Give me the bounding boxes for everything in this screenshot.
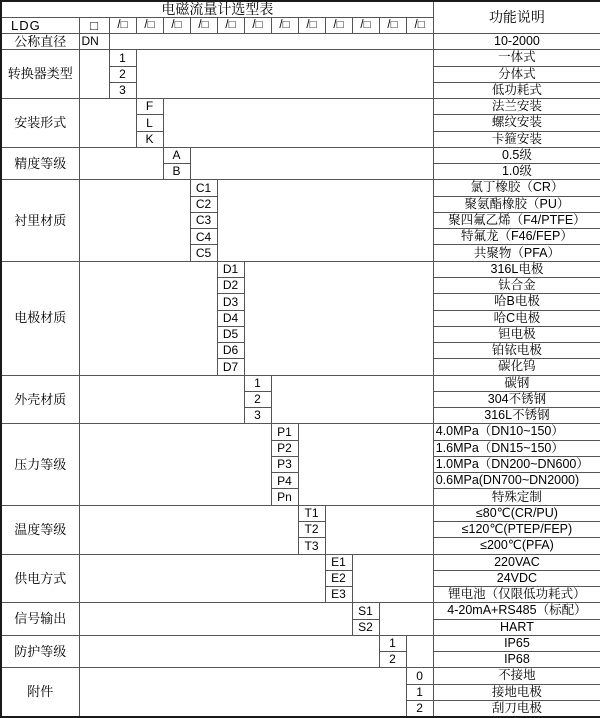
value-cell: 4.0MPa（DN10~150） [433, 424, 600, 440]
code-cell: E3 [325, 587, 352, 603]
value-cell: 0.5级 [433, 147, 600, 163]
code-cell: D3 [217, 294, 244, 310]
code-cell: E2 [325, 570, 352, 586]
function-column-header: 功能说明 [433, 1, 600, 34]
value-cell: 220VAC [433, 554, 600, 570]
table-title: 电磁流量计选型表 [1, 1, 433, 17]
empty-cell [271, 375, 433, 424]
code-cell: 3 [244, 408, 271, 424]
value-cell: 分体式 [433, 66, 600, 82]
label-liner-material: 衬里材质 [1, 180, 79, 261]
value-cell: 钛合金 [433, 278, 600, 294]
value-cell: 哈C电极 [433, 310, 600, 326]
empty-cell [79, 424, 271, 505]
value-cell: 卡箍安装 [433, 131, 600, 147]
empty-cell [352, 554, 433, 603]
label-power-supply: 供电方式 [1, 554, 79, 603]
empty-cell [217, 180, 433, 261]
code-cell: T1 [298, 505, 325, 521]
value-cell: 聚四氟乙烯（F4/PTFE） [433, 212, 600, 228]
code-cell: 1 [406, 684, 433, 700]
code-cell: 3 [109, 82, 136, 98]
value-cell: 1.0MPa（DN200~DN600） [433, 456, 600, 472]
empty-cell [109, 34, 433, 50]
code-cell: B [163, 164, 190, 180]
value-cell: 共聚物（PFA） [433, 245, 600, 261]
code-cell: D2 [217, 278, 244, 294]
value-cell: 4-20mA+RS485（标配） [433, 603, 600, 619]
value-cell: 法兰安装 [433, 99, 600, 115]
empty-cell [379, 603, 433, 636]
empty-cell [406, 635, 433, 668]
label-installation-type: 安装形式 [1, 99, 79, 148]
value-cell: 钽电极 [433, 326, 600, 342]
code-slot: /□ [136, 17, 163, 33]
label-pressure-rating: 压力等级 [1, 424, 79, 505]
code-cell: P1 [271, 424, 298, 440]
code-cell: S2 [352, 619, 379, 635]
empty-cell [79, 505, 298, 554]
code-slot: /□ [163, 17, 190, 33]
base-code-box: □ [79, 17, 109, 33]
value-cell: 10-2000 [433, 34, 600, 50]
code-cell: 2 [244, 391, 271, 407]
code-cell: 0 [406, 668, 433, 684]
label-nominal-diameter: 公称直径 [1, 34, 79, 50]
value-cell: 铂铱电极 [433, 343, 600, 359]
value-cell: 不接地 [433, 668, 600, 684]
code-cell: P2 [271, 440, 298, 456]
value-cell: 316L电极 [433, 261, 600, 277]
label-electrode-material: 电极材质 [1, 261, 79, 375]
label-signal-output: 信号输出 [1, 603, 79, 636]
value-cell: IP65 [433, 635, 600, 651]
value-cell: 接地电极 [433, 684, 600, 700]
code-cell: C1 [190, 180, 217, 196]
value-cell: 0.6MPa(DN700~DN2000) [433, 473, 600, 489]
code-cell: 1 [109, 50, 136, 66]
code-cell: L [136, 115, 163, 131]
code-cell: C2 [190, 196, 217, 212]
empty-cell [79, 261, 217, 375]
code-cell: C3 [190, 212, 217, 228]
code-cell: 2 [379, 652, 406, 668]
code-slot: /□ [406, 17, 433, 33]
code-slot: /□ [298, 17, 325, 33]
empty-cell [190, 147, 433, 180]
empty-cell [79, 147, 163, 180]
code-slot: /□ [271, 17, 298, 33]
code-cell: D6 [217, 343, 244, 359]
code-cell: T3 [298, 538, 325, 554]
value-cell: 哈B电极 [433, 294, 600, 310]
label-temperature-rating: 温度等级 [1, 505, 79, 554]
value-cell: 碳钢 [433, 375, 600, 391]
value-cell: ≤80℃(CR/PU) [433, 505, 600, 521]
value-cell: 1.6MPa（DN15~150） [433, 440, 600, 456]
value-cell: 碳化钨 [433, 359, 600, 375]
label-accessories: 附件 [1, 668, 79, 717]
code-cell: D1 [217, 261, 244, 277]
empty-cell [79, 375, 244, 424]
label-converter-type: 转换器类型 [1, 50, 79, 99]
code-cell: D7 [217, 359, 244, 375]
code-slot: /□ [109, 17, 136, 33]
value-cell: 氯丁橡胶（CR） [433, 180, 600, 196]
empty-cell [79, 668, 406, 717]
code-cell: 2 [109, 66, 136, 82]
code-cell: K [136, 131, 163, 147]
code-cell: E1 [325, 554, 352, 570]
value-cell: 螺纹安装 [433, 115, 600, 131]
empty-cell [79, 554, 325, 603]
empty-cell [298, 424, 433, 505]
label-protection-rating: 防护等级 [1, 635, 79, 668]
code-slot: /□ [244, 17, 271, 33]
value-cell: 低功耗式 [433, 82, 600, 98]
value-cell: 1.0级 [433, 164, 600, 180]
value-cell: 一体式 [433, 50, 600, 66]
empty-cell [163, 99, 433, 148]
label-housing-material: 外壳材质 [1, 375, 79, 424]
code-cell: D4 [217, 310, 244, 326]
value-cell: 24VDC [433, 570, 600, 586]
empty-cell [244, 261, 433, 375]
code-cell: F [136, 99, 163, 115]
code-slot: /□ [379, 17, 406, 33]
empty-cell [79, 99, 136, 148]
value-cell: ≤200℃(PFA) [433, 538, 600, 554]
empty-cell [79, 635, 379, 668]
code-cell: 1 [244, 375, 271, 391]
empty-cell [325, 505, 433, 554]
empty-cell [136, 50, 433, 99]
code-cell: S1 [352, 603, 379, 619]
code-cell: P3 [271, 456, 298, 472]
code-cell: A [163, 147, 190, 163]
code-cell: D5 [217, 326, 244, 342]
code-cell: T2 [298, 522, 325, 538]
value-cell: 刮刀电极 [433, 700, 600, 716]
value-cell: 316L不锈钢 [433, 408, 600, 424]
code-cell: 2 [406, 700, 433, 716]
empty-cell [79, 603, 352, 636]
label-accuracy-class: 精度等级 [1, 147, 79, 180]
code-slot: /□ [217, 17, 244, 33]
code-slot: /□ [325, 17, 352, 33]
code-cell: Pn [271, 489, 298, 505]
model-prefix: LDG [1, 17, 79, 33]
code-cell: P4 [271, 473, 298, 489]
code-slot: /□ [190, 17, 217, 33]
value-cell: 锂电池（仅限低功耗式） [433, 587, 600, 603]
value-cell: 304不锈钢 [433, 391, 600, 407]
value-cell: 特殊定制 [433, 489, 600, 505]
code-cell: 1 [379, 635, 406, 651]
value-cell: IP68 [433, 652, 600, 668]
code-slot: /□ [352, 17, 379, 33]
value-cell: 特氟龙（F46/FEP） [433, 229, 600, 245]
value-cell: HART [433, 619, 600, 635]
code-cell: C5 [190, 245, 217, 261]
value-cell: ≤120℃(PTEP/FEP) [433, 522, 600, 538]
empty-cell [79, 180, 190, 261]
code-cell: DN [79, 34, 109, 50]
value-cell: 聚氨酯橡胶（PU） [433, 196, 600, 212]
code-cell: C4 [190, 229, 217, 245]
empty-cell [79, 50, 109, 99]
